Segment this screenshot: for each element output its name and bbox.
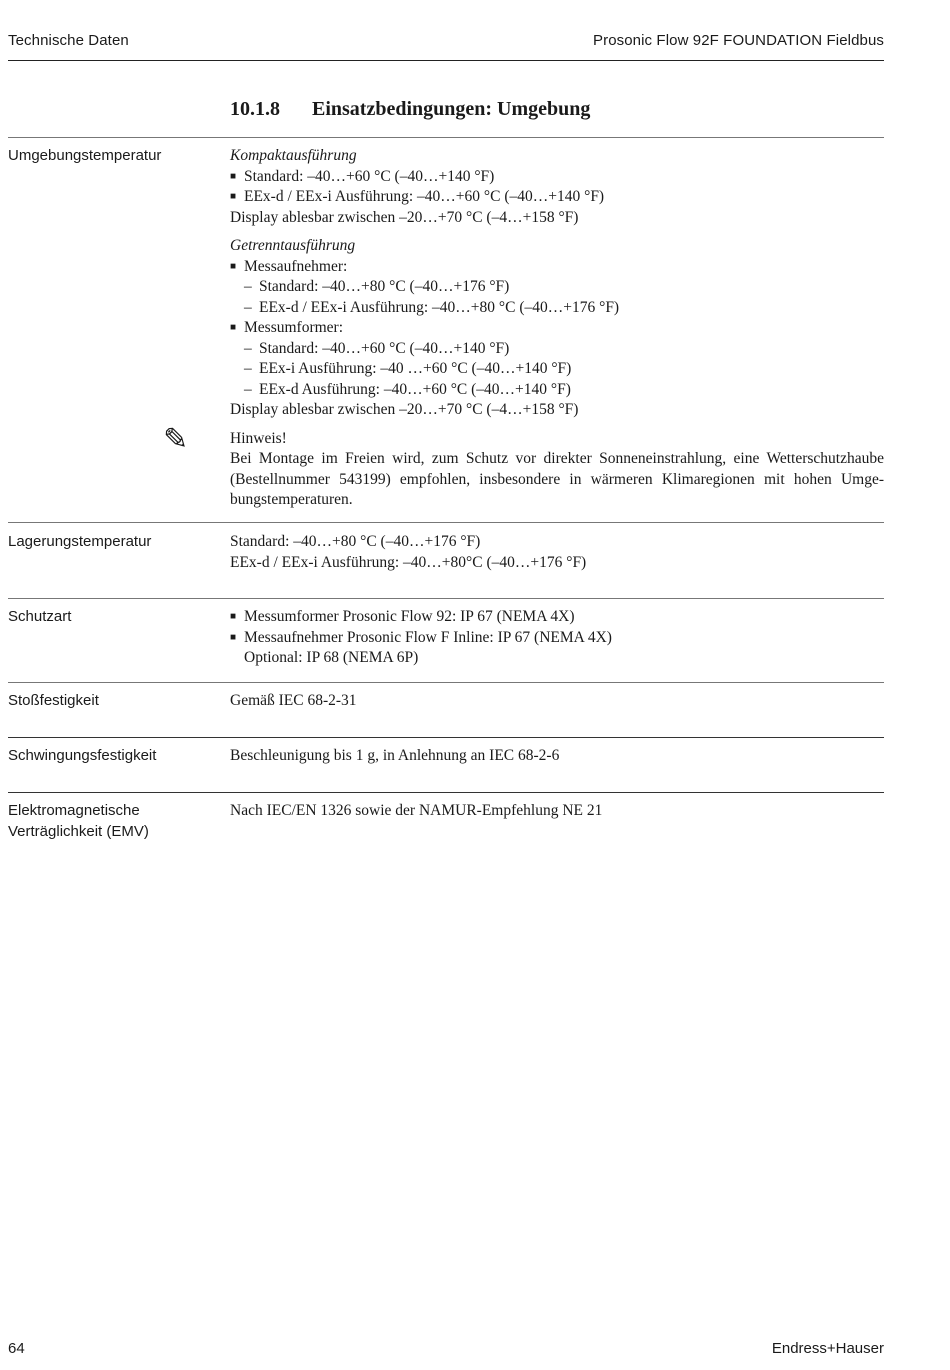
row-divider xyxy=(8,792,884,793)
messumformer-item: ■ Messumformer: xyxy=(230,318,884,339)
row-divider xyxy=(8,137,884,138)
getrennt-display: Display ablesbar zwischen –20…+70 °C (–4…+158 °F) xyxy=(230,401,579,418)
page-number: 64 xyxy=(8,1340,25,1357)
label-umgebungstemperatur: Umgebungstemperatur xyxy=(8,147,162,164)
pencil-icon: ✎ xyxy=(163,422,189,457)
kompakt-eex: ■ EEx-d / EEx-i Ausführung: –40…+60 °C (–40…+140 °F) xyxy=(230,187,884,208)
content-stossfestigkeit xyxy=(230,691,884,712)
content-umgebungstemperatur xyxy=(230,146,884,511)
label-schwingungsfestigkeit: Schwingungsfestigkeit xyxy=(8,747,157,764)
lagerung-eex: EEx-d / EEx-i Ausführung: –40…+80°C (–40…+176 °F) xyxy=(230,553,587,571)
row-divider xyxy=(8,737,884,738)
running-header-left: Technische Daten xyxy=(8,32,129,49)
getrennt-heading: Getrenntausführung xyxy=(230,237,356,254)
label-lagerungstemperatur: Lagerungstemperatur xyxy=(8,533,152,550)
label-emv xyxy=(8,801,208,842)
kompakt-heading: Kompaktausführung xyxy=(230,147,357,164)
kompakt-display: Display ablesbar zwischen –20…+70 °C (–4…+158 °F) xyxy=(230,208,579,226)
row-divider xyxy=(8,598,884,599)
emv-label-line1: Elektromagnetische xyxy=(8,802,140,819)
label-schutzart: Schutzart xyxy=(8,608,72,625)
schutzart-optional: Optional: IP 68 (NEMA 6P) xyxy=(244,649,419,666)
messumformer-eexd: – EEx-d Ausführung: –40…+60 °C (–40…+140 °F) xyxy=(230,380,884,401)
messumformer-standard: – Standard: –40…+60 °C (–40…+140 °F) xyxy=(230,339,884,360)
messaufnehmer-standard: – Standard: –40…+80 °C (–40…+176 °F) xyxy=(230,277,884,298)
row-divider xyxy=(8,522,884,523)
messaufnehmer-item: ■ Messaufnehmer: xyxy=(230,257,884,278)
schutzart-messumformer: ■ Messumformer Prosonic Flow 92: IP 67 (NEMA 4X) xyxy=(230,607,884,628)
content-schutzart xyxy=(230,607,884,669)
kompakt-standard: ■ Standard: –40…+60 °C (–40…+140 °F) xyxy=(230,167,884,188)
lagerung-standard: Standard: –40…+80 °C (–40…+176 °F) xyxy=(230,533,481,550)
footer-brand: Endress+Hauser xyxy=(771,1340,884,1357)
content-lagerungstemperatur xyxy=(230,532,884,573)
row-divider xyxy=(8,682,884,683)
section-title: Einsatzbedingungen: Umgebung xyxy=(312,98,591,120)
emv-label-line2: Verträglichkeit (EMV) xyxy=(8,822,149,840)
schwingung-value: Beschleunigung bis 1 g, in Anlehnung an IEC 68-2-6 xyxy=(230,747,560,764)
section-number: 10.1.8 xyxy=(230,98,280,120)
note-title: Hinweis! xyxy=(230,429,287,447)
messumformer-eexi: – EEx-i Ausführung: –40 …+60 °C (–40…+140 °F) xyxy=(230,359,884,380)
content-emv xyxy=(230,801,884,822)
label-stossfestigkeit: Stoßfestigkeit xyxy=(8,692,99,709)
stoss-value: Gemäß IEC 68-2-31 xyxy=(230,692,357,709)
header-rule xyxy=(8,60,884,61)
running-header-right: Prosonic Flow 92F FOUNDATION Fieldbus xyxy=(593,32,884,49)
note-text: Bei Montage im Freien wird, zum Schutz vor direkter Sonneneinstrahlung, eine Wetterschutzhaube (Bestellnummer 543199) empfohlen, insbesondere in wärmeren Klimaregionen mit hohen Umge-bungstemperaturen. xyxy=(230,450,884,508)
content-schwingungsfestigkeit xyxy=(230,746,884,767)
messaufnehmer-eex: – EEx-d / EEx-i Ausführung: –40…+80 °C (–40…+176 °F) xyxy=(230,298,884,319)
emv-value: Nach IEC/EN 1326 sowie der NAMUR-Empfehlung NE 21 xyxy=(230,802,603,819)
section-heading xyxy=(230,98,590,121)
schutzart-messaufnehmer: ■ Messaufnehmer Prosonic Flow F Inline: IP 67 (NEMA 4X) xyxy=(230,628,884,649)
